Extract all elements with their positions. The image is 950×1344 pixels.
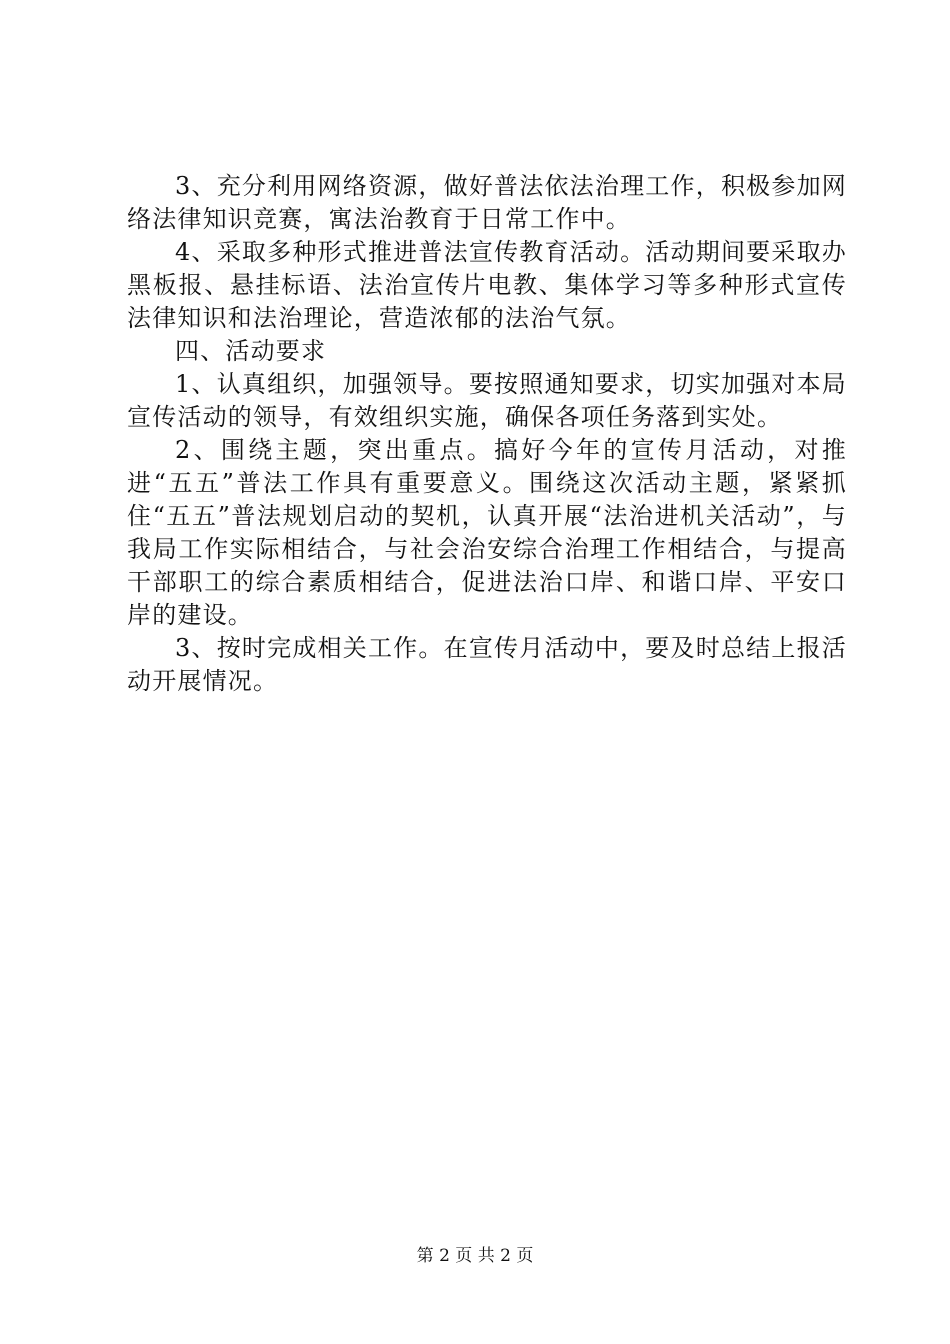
- paragraph-item-4: 4、采取多种形式推进普法宣传教育活动。活动期间要采取办黑板报、悬挂标语、法治宣传片电教、集体学习等多种形式宣传法律知识和法治理论，营造浓郁的法治气氛。: [127, 238, 847, 332]
- paragraph-requirement-3: 3、按时完成相关工作。在宣传月活动中，要及时总结上报活动开展情况。: [127, 634, 847, 695]
- paragraph-item-3: 3、充分利用网络资源，做好普法依法治理工作，积极参加网络法律知识竞赛，寓法治教育于日常工作中。: [127, 172, 847, 233]
- section-heading-requirements: 四、活动要求: [175, 337, 327, 365]
- paragraph-requirement-1: 1、认真组织，加强领导。要按照通知要求，切实加强对本局宣传活动的领导，有效组织实施，确保各项任务落到实处。: [127, 370, 847, 431]
- page-number-footer: 第 2 页 共 2 页: [416, 1246, 534, 1266]
- document-body: [127, 170, 847, 698]
- paragraph-requirement-2: 2、围绕主题，突出重点。搞好今年的宣传月活动，对推进“五五”普法工作具有重要意义。围绕这次活动主题，紧紧抓住“五五”普法规划启动的契机，认真开展“法治进机关活动”，与我局工作实际相结合，与社会治安综合治理工作相结合，与提高干部职工的综合素质相结合，促进法治口岸、和谐口岸、平安口岸的建设。: [127, 436, 847, 629]
